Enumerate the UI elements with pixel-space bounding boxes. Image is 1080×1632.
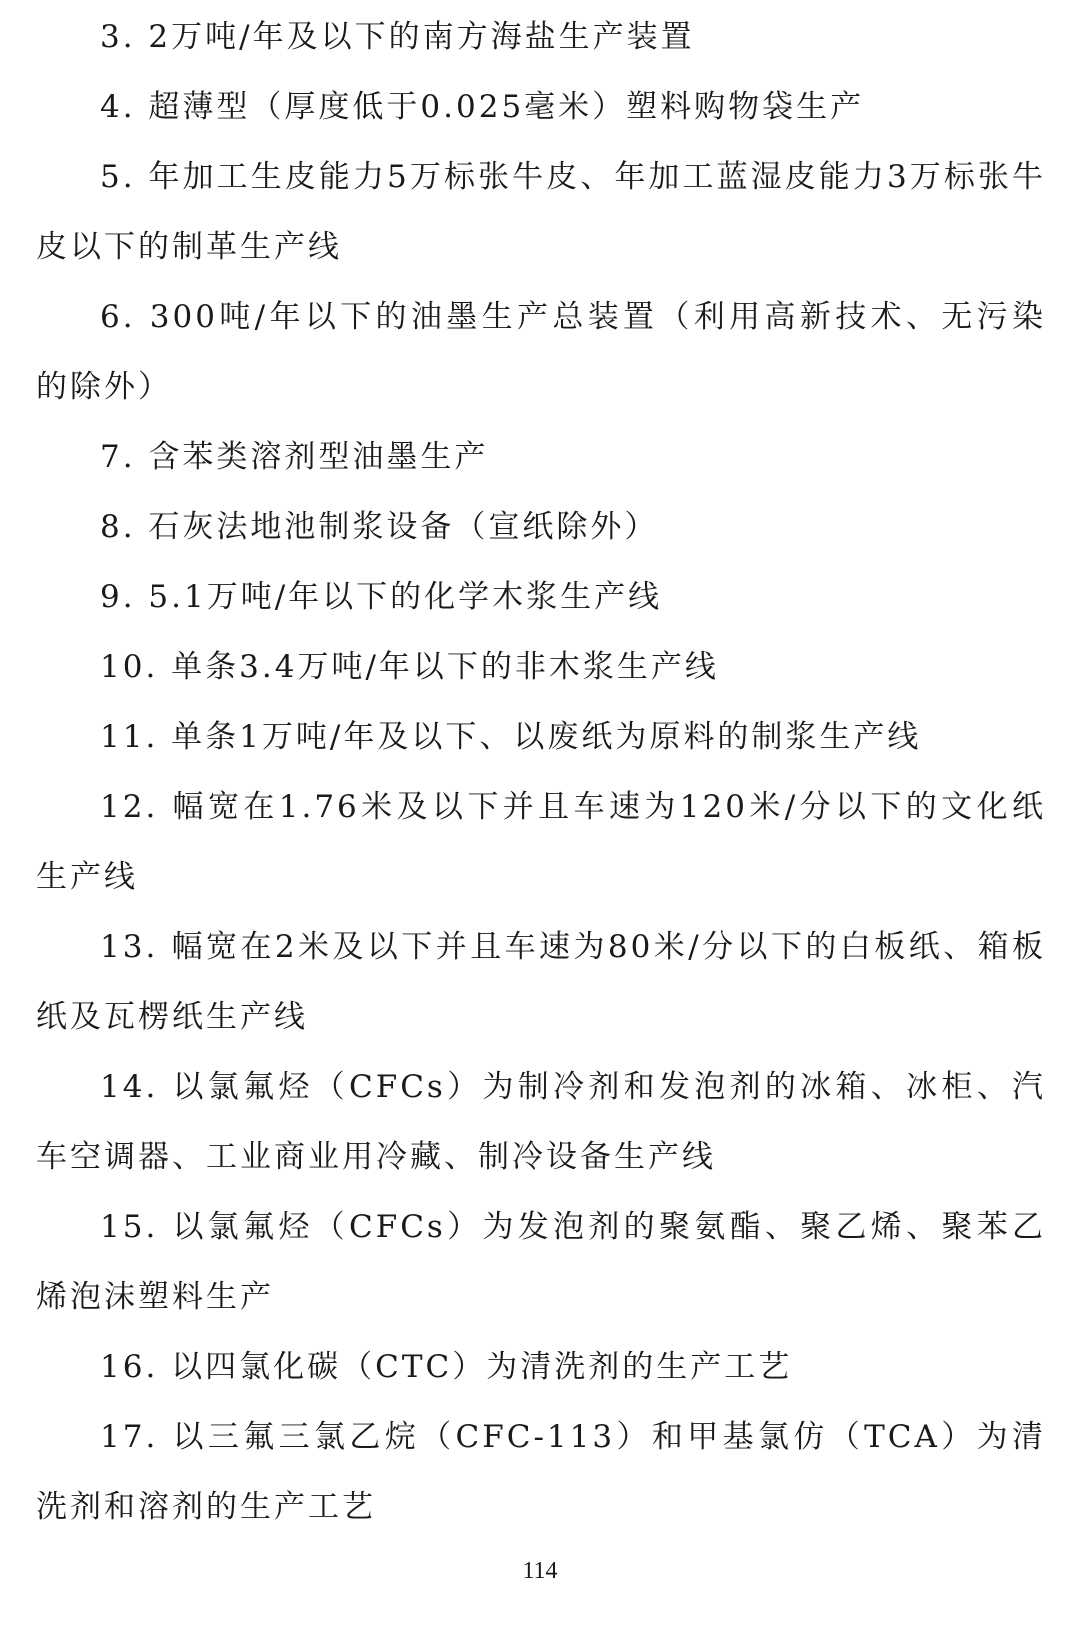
list-item-3: 3. 2万吨/年及以下的南方海盐生产装置 <box>100 19 695 55</box>
list-item-14: 14. 以氯氟烃（CFCs）为制冷剂和发泡剂的冰箱、冰柜、汽车空调器、工业商业用冷藏、制冷设备生产线 <box>36 1069 1046 1175</box>
list-item-4: 4. 超薄型（厚度低于0.025毫米）塑料购物袋生产 <box>100 89 865 125</box>
list-item-15: 15. 以氯氟烃（CFCs）为发泡剂的聚氨酯、聚乙烯、聚苯乙烯泡沫塑料生产 <box>36 1209 1046 1315</box>
list-item-17: 17. 以三氟三氯乙烷（CFC-113）和甲基氯仿（TCA）为清洗剂和溶剂的生产工艺 <box>36 1419 1046 1525</box>
list-item-8: 8. 石灰法地池制浆设备（宣纸除外） <box>100 509 659 545</box>
list-item-12: 12. 幅宽在1.76米及以下并且车速为120米/分以下的文化纸生产线 <box>36 789 1046 895</box>
list-item-7: 7. 含苯类溶剂型油墨生产 <box>100 439 489 475</box>
page-number: 114 <box>522 1558 558 1584</box>
list-item-5: 5. 年加工生皮能力5万标张牛皮、年加工蓝湿皮能力3万标张牛皮以下的制革生产线 <box>36 159 1046 265</box>
list-item-13: 13. 幅宽在2米及以下并且车速为80米/分以下的白板纸、箱板纸及瓦楞纸生产线 <box>36 929 1046 1035</box>
list-item-11: 11. 单条1万吨/年及以下、以废纸为原料的制浆生产线 <box>100 719 922 755</box>
document-body <box>36 0 1046 1542</box>
list-item-16: 16. 以四氯化碳（CTC）为清洗剂的生产工艺 <box>100 1349 793 1385</box>
list-item-10: 10. 单条3.4万吨/年以下的非木浆生产线 <box>100 649 719 685</box>
list-item-9: 9. 5.1万吨/年以下的化学木浆生产线 <box>100 579 663 615</box>
list-item-6: 6. 300吨/年以下的油墨生产总装置（利用高新技术、无污染的除外） <box>36 299 1046 405</box>
